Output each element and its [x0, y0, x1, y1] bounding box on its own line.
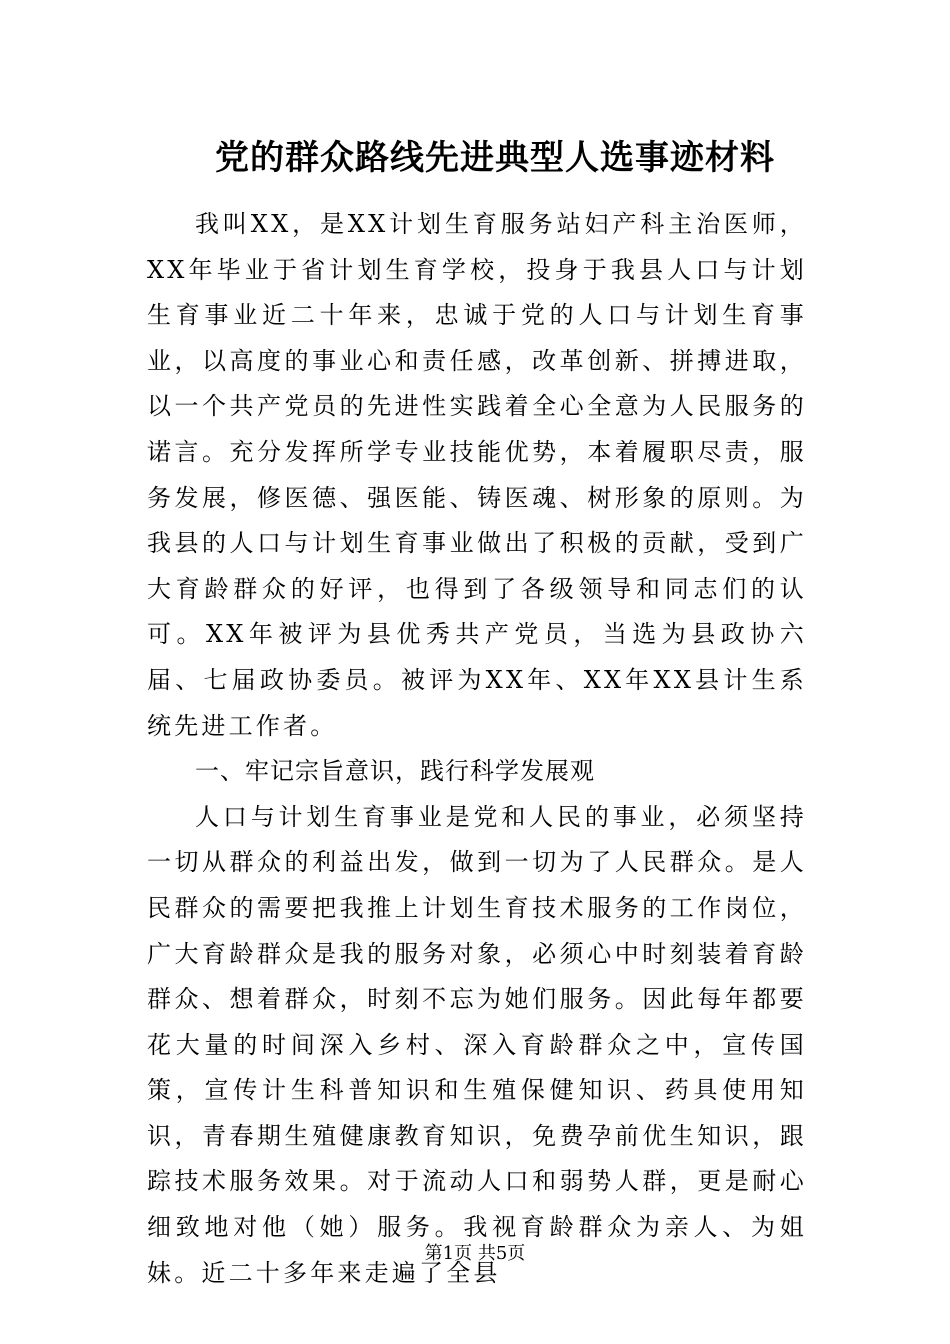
body-paragraph: 人口与计划生育事业是党和人民的事业，必须坚持一切从群众的利益出发，做到一切为了人民群众。是人民群众的需要把我推上计划生育技术服务的工作岗位，广大育龄群众是我的服务对象，必须心中时刻装着育龄群众、想着群众，时刻不忘为她们服务。因此每年都要花大量的时间深入乡村、深入育龄群众之中，宣传国策，宣传计生科普知识和生殖保健知识、药具使用知识，青春期生殖健康教育知识，免费孕前优生知识，跟踪技术服务效果。对于流动人口和弱势人群，更是耐心细致地对他（她）服务。我视育龄群众为亲人、为姐妹。近二十多年来走遍了全县	[147, 802, 807, 1287]
document-body	[147, 202, 807, 1296]
section-heading: 一、牢记宗旨意识，践行科学发展观	[195, 757, 595, 786]
document-title: 党的群众路线先进典型人选事迹材料	[215, 138, 775, 178]
body-paragraph: 我叫XX，是XX计划生育服务站妇产科主治医师，XX年毕业于省计划生育学校，投身于我县人口与计划生育事业近二十年来，忠诚于党的人口与计划生育事业，以高度的事业心和责任感，改革创新、拼搏进取，以一个共产党员的先进性实践着全心全意为人民服务的诺言。充分发挥所学专业技能优势，本着履职尽责，服务发展，修医德、强医能、铸医魂、树形象的原则。为我县的人口与计划生育事业做出了积极的贡献，受到广大育龄群众的好评，也得到了各级领导和同志们的认可。XX年被评为县优秀共产党员，当选为县政协六届、七届政协委员。被评为XX年、XX年XX县计生系统先进工作者。	[147, 210, 807, 740]
page-number: 第1页 共5页	[424, 1243, 526, 1264]
